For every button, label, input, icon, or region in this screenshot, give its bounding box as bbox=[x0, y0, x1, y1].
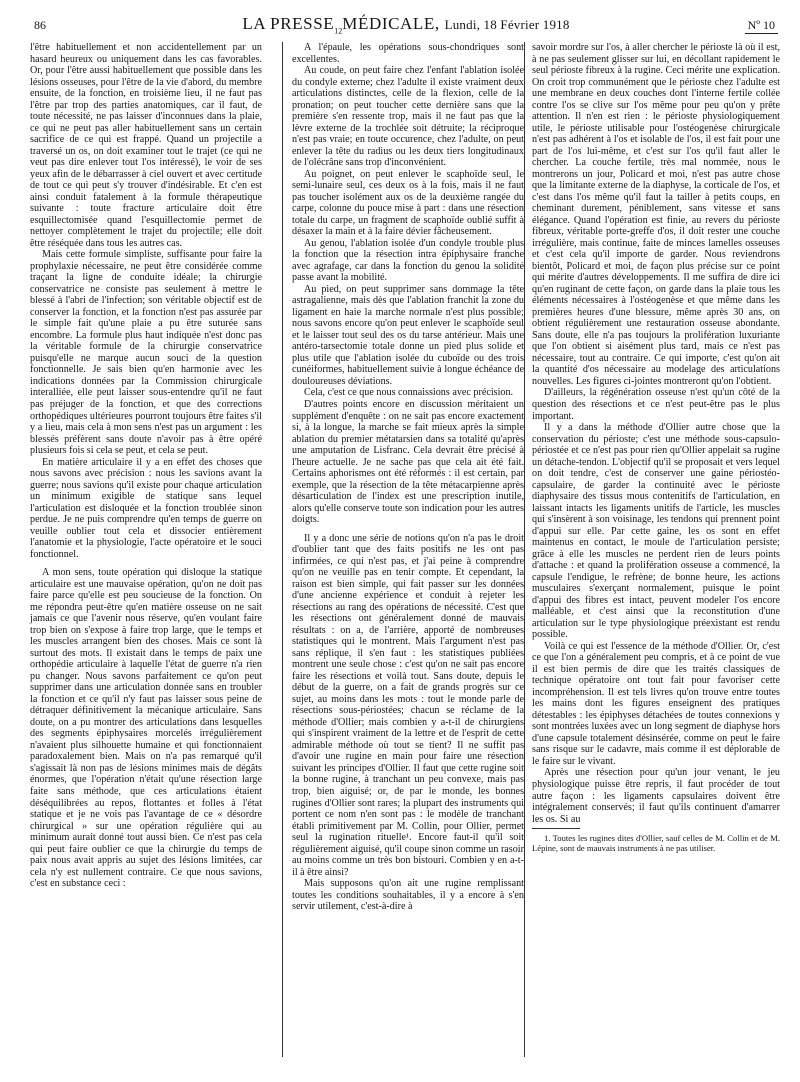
paragraph: A mon sens, toute opération qui disloque la statique articulaire est une mauvaise opération, qu'on ne doit pas faire parce qu'elle est peu soucieuse de la fonction. On me répondra peut-être qu'en matière osseuse on ne sait jamais ce que l'avenir nous réserve, qu'en voulant faire trop bien on s'expose à faire trop large, que le temps et les muscles arrangent bien des choses. Mais ce sont là surtout des mots. Il existait dans le temps de paix une orthopédie articulaire à laquelle l'état de guerre n'a rien pu changer. Nous savons parfaitement ce qu'on peut supprimer dans une articulation donnée sans en troubler la fonction et ce qu'il n'y faut pas laisser sous peine de détraquer définitivement la mécanique articulaire. Sans doute, on a pu montrer des articulations dans lesquelles des segments épiphysaires morcelés irrégulièrement n'avaient plus silhouette humaine et qui fonctionnaient paradoxalement bien. Mais on n'a pas remarqué qu'il s'agissait là non pas de lésions minimes mais de dégâts énormes, que l'opération n'était qu'une résection large faite sans méthode, que ces articulations étaient déséquilibrées au repos, flottantes et folles à l'état statique et je ne vois pas l'avantage de ce « désordre chirurgical » sur une opération régulière qui au minimum aurait donné tout aussi bien. Ce n'est pas cela qui peut faire oublier ce que la chirurgie du temps de paix nous avait appris au sujet des lésions limitées, car cela n'y est nullement contraire. Ce que nous savions, c'est en substance ceci : bbox=[30, 567, 262, 890]
paragraph: Au poignet, on peut enlever le scaphoïde seul, le semi-lunaire seul, ces deux os à la fois, mais il ne faut pas toucher isolément aux os de la deuxième rangée du carpe, colonne du pouce mise à part : dans une résection totale du carpe, un fragment de scaphoïde oublié suffit à désaxer la main et à la faire dévier fâcheusement. bbox=[292, 168, 524, 238]
paragraph: Il y a dans la méthode d'Ollier autre chose que la conservation du périoste; c'est une méthode sous-capsulo-périostée et ce n'est pas pour rien qu'Ollier appelait sa rugine un détache-tendon. L'objectif qu'il se proposait et vers lequel on doit tendre, c'est de conserver une gaine périostéo-capsulaire, de garder la continuité avec le périoste diaphysaire des tissus mous contenitifs de l'articulation, en laissant intacts les ligaments unitifs de l'article, les muscles qui s'insèrent à son voisinage, les tendons qui prennent point d'appui sur elle. Par cette gaine, les os sont en effet maintenus en contact, le moule de l'articulation persiste; grâce à elle les muscles ne perdent rien de leurs points d'attache : et quand la prolifération osseuse a commencé, la capsule l'endigue, le refrène; de bonne heure, les actions musculaires s'exerçant normalement, puisque le point d'appui des fibres est intact, peuvent modeler l'os encore malléable, et c'est ainsi que la reconstitution d'une articulation sur le type physiologique préexistant est rendu possible. bbox=[532, 422, 780, 641]
footnote-rule bbox=[532, 828, 580, 829]
paragraph: Au genou, l'ablation isolée d'un condyle trouble plus la fonction que la résection intra épiphysaire franche avec agrafage, car dans la fonction du genou la solidité passe avant la mobilité. bbox=[292, 237, 524, 284]
paragraph: A l'épaule, les opérations sous-chondriques sont excellentes. bbox=[292, 42, 524, 65]
paragraph: Au coude, on peut faire chez l'enfant l'ablation isolée du condyle externe; chez l'adulte il existe vraiment deux articulations distinctes, celle de la flexion, celle de la pronation; on peut toucher cette dernière sans que la première s'en ressente trop, mais il ne faut pas que la lèvre externe de la trochlée soit détruite; la réciproque n'est pas vraie; en toute occurence, chez l'adulte, on peut enlever la tête du radius ou les deux tiers longitudinaux de l'olécrâne sans trop d'inconvénient. bbox=[292, 65, 524, 169]
paragraph: l'être habituellement et non accidentellement par un hasard heureux ou uniquement dans les cas favorables. Or, pour l'être aussi habituellement que possible dans les lésions osseuses, pour l'être de la vie d'abord, du membre ensuite, de la fonction, en troisième lieu, il ne faut pas l'être par trop des parties anatomiques, car il faut, de toute nécessité, ne pas laisser d'inconnues dans la plaie, ce qui ne peut pas aller habituellement sans un certain sacrifice de ce qui est frappé. Quand un projectile a traversé un os, on doit examiner tout le trajet (ce qui ne veut pas dire enlever tout l'os intéressé), le voir de ses yeux afin de le débarrasser à ciel ouvert et avec certitude de tout ce qui peut s'y trouver d'indésirable. Et c'en est ainsi conduit fatalement à la formule thérapeutique suivante : toute fracture articulaire doit être esquillectomisée quand l'esquillectomie permet de nettoyer complètement le trajet du projectile; elle doit être réséquée dans tous les autres cas. bbox=[30, 42, 262, 249]
text-column-2 bbox=[292, 42, 524, 913]
paragraph: Cela, c'est ce que nous connaissions avec précision. bbox=[304, 387, 514, 399]
paragraph: D'ailleurs, la régénération osseuse n'est qu'un côté de la question des résections et ce n'est peut-être pas le plus important. bbox=[532, 387, 780, 422]
running-header bbox=[30, 12, 782, 36]
journal-title bbox=[30, 14, 782, 35]
paragraph: Voilà ce qui est l'essence de la méthode d'Ollier. Or, c'est ce que l'on a généralement peu compris, et à ce point de vue il est bien permis de dire que les traités classiques de technique opératoire ont tout fait pour favoriser cette incompréhension. Il est tels livres qu'on trouve entre toutes les mains dont les figures enseignent des pratiques détestables : les épiphyses détachées de toutes connexions y sont montrées luxées avec un long segment de diaphyse hors d'une capsule totalement désinsérée, comme on peut le faire sans risque sur le cadavre, mais comme il est déplorable de le faire sur le vivant. bbox=[532, 640, 780, 767]
paragraph: Mais cette formule simpliste, suffisante pour faire la prophylaxie nécessaire, ne peut être considérée comme traçant la ligne de conduite idéale; la chirurgie conservatrice ne consiste pas seulement à mettre le blessé à l'abri de l'infection; son véritable objectif est de conserver la fonction, et la fonction n'est pas assurée par le simple fait qu'une plaie a pu être suturée sans encombre. La formule plus haut indiquée n'est donc pas la véritable formule de la chirurgie conservatrice puisqu'elle ne marque aucun souci de la question fonctionnelle. Je sais bien qu'en harmonie avec les indications données par la Commission chirurgicale interalliée, elle peut laisser sous-entendre qu'il ne faut pas préjuger de la fonction, et que des corrections orthopédiques ultérieures pourront toujours être faites s'il y a lieu, mais cela à mon sens n'est pas un argument : les blessés préfèrent sans doute n'avoir pas à être opéré plusieurs fois si cela se peut, et cela se peut. bbox=[30, 249, 262, 457]
page-number: 86 bbox=[34, 18, 46, 32]
paragraph: D'autres points encore en discussion méritaient un supplément d'enquête : on ne sait pas encore exactement si, à la longue, la marche se fait mieux après la simple ablation du premier métatarsien dans sa totalité qu'après une amputation de Lisfranc. Cela devrait être précisé à l'heure actuelle. Je ne sache pas que cela ait été fait. Certains aphorismes ont été réformés : il est certain, par exemple, que la résection de la tête métacarpienne après désarticulation de l'index est une prescription inutile, alors qu'elle conserve toute son indication pour les autres doigts. bbox=[292, 398, 524, 526]
text-column-3 bbox=[532, 42, 780, 853]
journal-name: LA PRESSE bbox=[242, 14, 335, 33]
paragraph: savoir mordre sur l'os, à aller chercher le périoste là où il est, à ne pas seulement glisser sur lui, en décollant rapidement le seul périoste fibreux à la rugine. Ceci mérite une explication. On croit trop communément que le périoste chez l'adulte est une membrane en deux couches dont l'interne fertile collée contre l'os se clive sur l'os même pour peu qu'on y prête attention. Il n'en est rien : le périoste physiologiquement utile, le périoste utilisable pour l'ostéogenèse chirurgicale n'est pas adhérent à l'os et isolable de l'os, il est fait pour une part de l'os lui-même, et c'est sur l'os qu'il faut aller le chercher. La couche fertile, très mal nommée, nous le montrerons un jour, Policard et moi, n'est pas autre chose que la limitante externe de la diaphyse, la corticale de l'os, et c'est dans l'os même qu'il faut la tailler à petits coups, en cheminant durement, péniblement, sans vitesse et sans élégance. Quand l'opération est finie, au revers du périoste fibreux, véritable porte-greffe d'os, il doit rester une couche irrégulière, mais continue, faite de minces lamelles osseuses et c'est cela qu'il importe de garder. Nous reviendrons bientôt, Policard et moi, de façon plus précise sur ce point qui mérite d'autres développements. Il me suffira de dire ici qu'en ruginant de cette façon, on garde dans la plaie tous les éléments nécessaires à l'ostéogenèse et que même dans les premières heures d'une blessure, même après 30 ans, on obtient régulièrement une restauration osseuse abondante. Sans doute, elle n'a pas toujours la prolifération luxuriante que l'on obtient si aisément plus tard, mais ce n'est pas nécessaire, tout au contraire. Ce qui importe, c'est qu'on ait la quantité d'os nécessaire au modelage des articulations nouvelles. Les figures ci-jointes montreront qu'on l'obtient. bbox=[532, 42, 780, 387]
text-column-1 bbox=[30, 42, 262, 890]
paragraph: Au pied, on peut supprimer sans dommage la tête astragalienne, mais dès que l'ablation franchit la zone du ligament en haie la marche normale n'est plus possible; nous savons encore qu'on peut enlever le scaphoïde seul et le laisser tout seul des os du tarse antérieur. Mais une antéro-tarsectomie totale donne un pied plus solide et plus utile que l'ablation isolée du cuboïde ou des trois cunéiformes, habituellement suivie à longue échéance de douloureuses déviations. bbox=[292, 283, 524, 387]
column-rule bbox=[282, 42, 283, 1057]
paragraph: Mais supposons qu'on ait une rugine remplissant toutes les conditions souhaitables, il y a encore à s'en servir utilement, c'est-à-dire à bbox=[292, 878, 524, 913]
journal-name-small: 12 bbox=[334, 26, 343, 36]
paragraph: Il y a donc une série de notions qu'on n'a pas le droit d'oublier tant que des faits positifs ne les ont pas infirmées, ce qui n'est pas, et j'ai peine à comprendre qu'on ne veuille pas en tenir compte. Et cependant, la raison est bien simple, qui fait passer sur les données d'une ancienne expérience et conduit à rejeter les résections au rang des opérations de nécessité. C'est que les résections ont généralement donné de mauvais résultats : on a, de l'arrière, apporté de nombreuses statistiques qui le montrent. Mais l'argument n'est pas sans réplique, il s'en faut : les statistiques publiées montrent une seule chose : c'est qu'on ne sait pas encore faire les résections et voilà tout. Sans doute, depuis le début de la guerre, on a fait de grands progrès sur ce sujet, au moins dans les mots : tout le monde parle de résections sous-périostées; chacun se réclame de la méthode d'Ollier; mais combien y a-t-il de chirurgiens qui s'inspirent vraiment de la lettre et de l'esprit de cette admirable méthode où tout se tient? Il ne suffit pas d'avoir une rugine en main pour faire une résection suivant les principes d'Ollier. Il faut que cette rugine soit la bonne rugine, à tranchant un peu convexe, mais pas trop, bien aiguisé; or, de par le monde, les bonnes rugines d'Ollier sont rares; la plupart des instruments qui portent ce nom n'en sont pas : le modèle de tranchant établi primitivement par M. Collin, pour Ollier, permet seul la rugination rituelle¹. Encore faut-il qu'il soit régulièrement aiguisé, qu'il coupe sinon comme un rasoir au moins comme un très bon bistouri. Combien y en a-t-il à être ainsi? bbox=[292, 532, 524, 878]
footnote: 1. Toutes les rugines dites d'Ollier, sauf celles de M. Collin et de M. Lépine, sont de mauvais instruments à ne pas utiliser. bbox=[532, 833, 780, 854]
paragraph: En matière articulaire il y a en effet des choses que nous savons avec précision : nous les savions avant la guerre; nous savions qu'il existe pour chaque articulation un minimum exigible de statique sans lequel l'articulation est disloquée et la fonction troublée sinon perdue. Je ne puis comprendre qu'en temps de guerre on veuille oublier tout cela et dissocier entièrement l'anatomie et la physiologie, l'acte opératoire et le souci fonctionnel. bbox=[30, 456, 262, 560]
issue-date: Lundi, 18 Février 1918 bbox=[444, 17, 570, 32]
paragraph: Après une résection pour qu'un jour venant, le jeu physiologique puisse être repris, il faut procéder de tout autre façon : les ligaments capsulaires doivent être intégralement conservés; il faut qu'ils continuent d'amarrer les os. Si au bbox=[532, 767, 780, 825]
issue-number: Nº 10 bbox=[745, 18, 778, 34]
journal-name-rest: MÉDICALE, bbox=[342, 14, 440, 33]
column-rule bbox=[524, 42, 525, 1057]
